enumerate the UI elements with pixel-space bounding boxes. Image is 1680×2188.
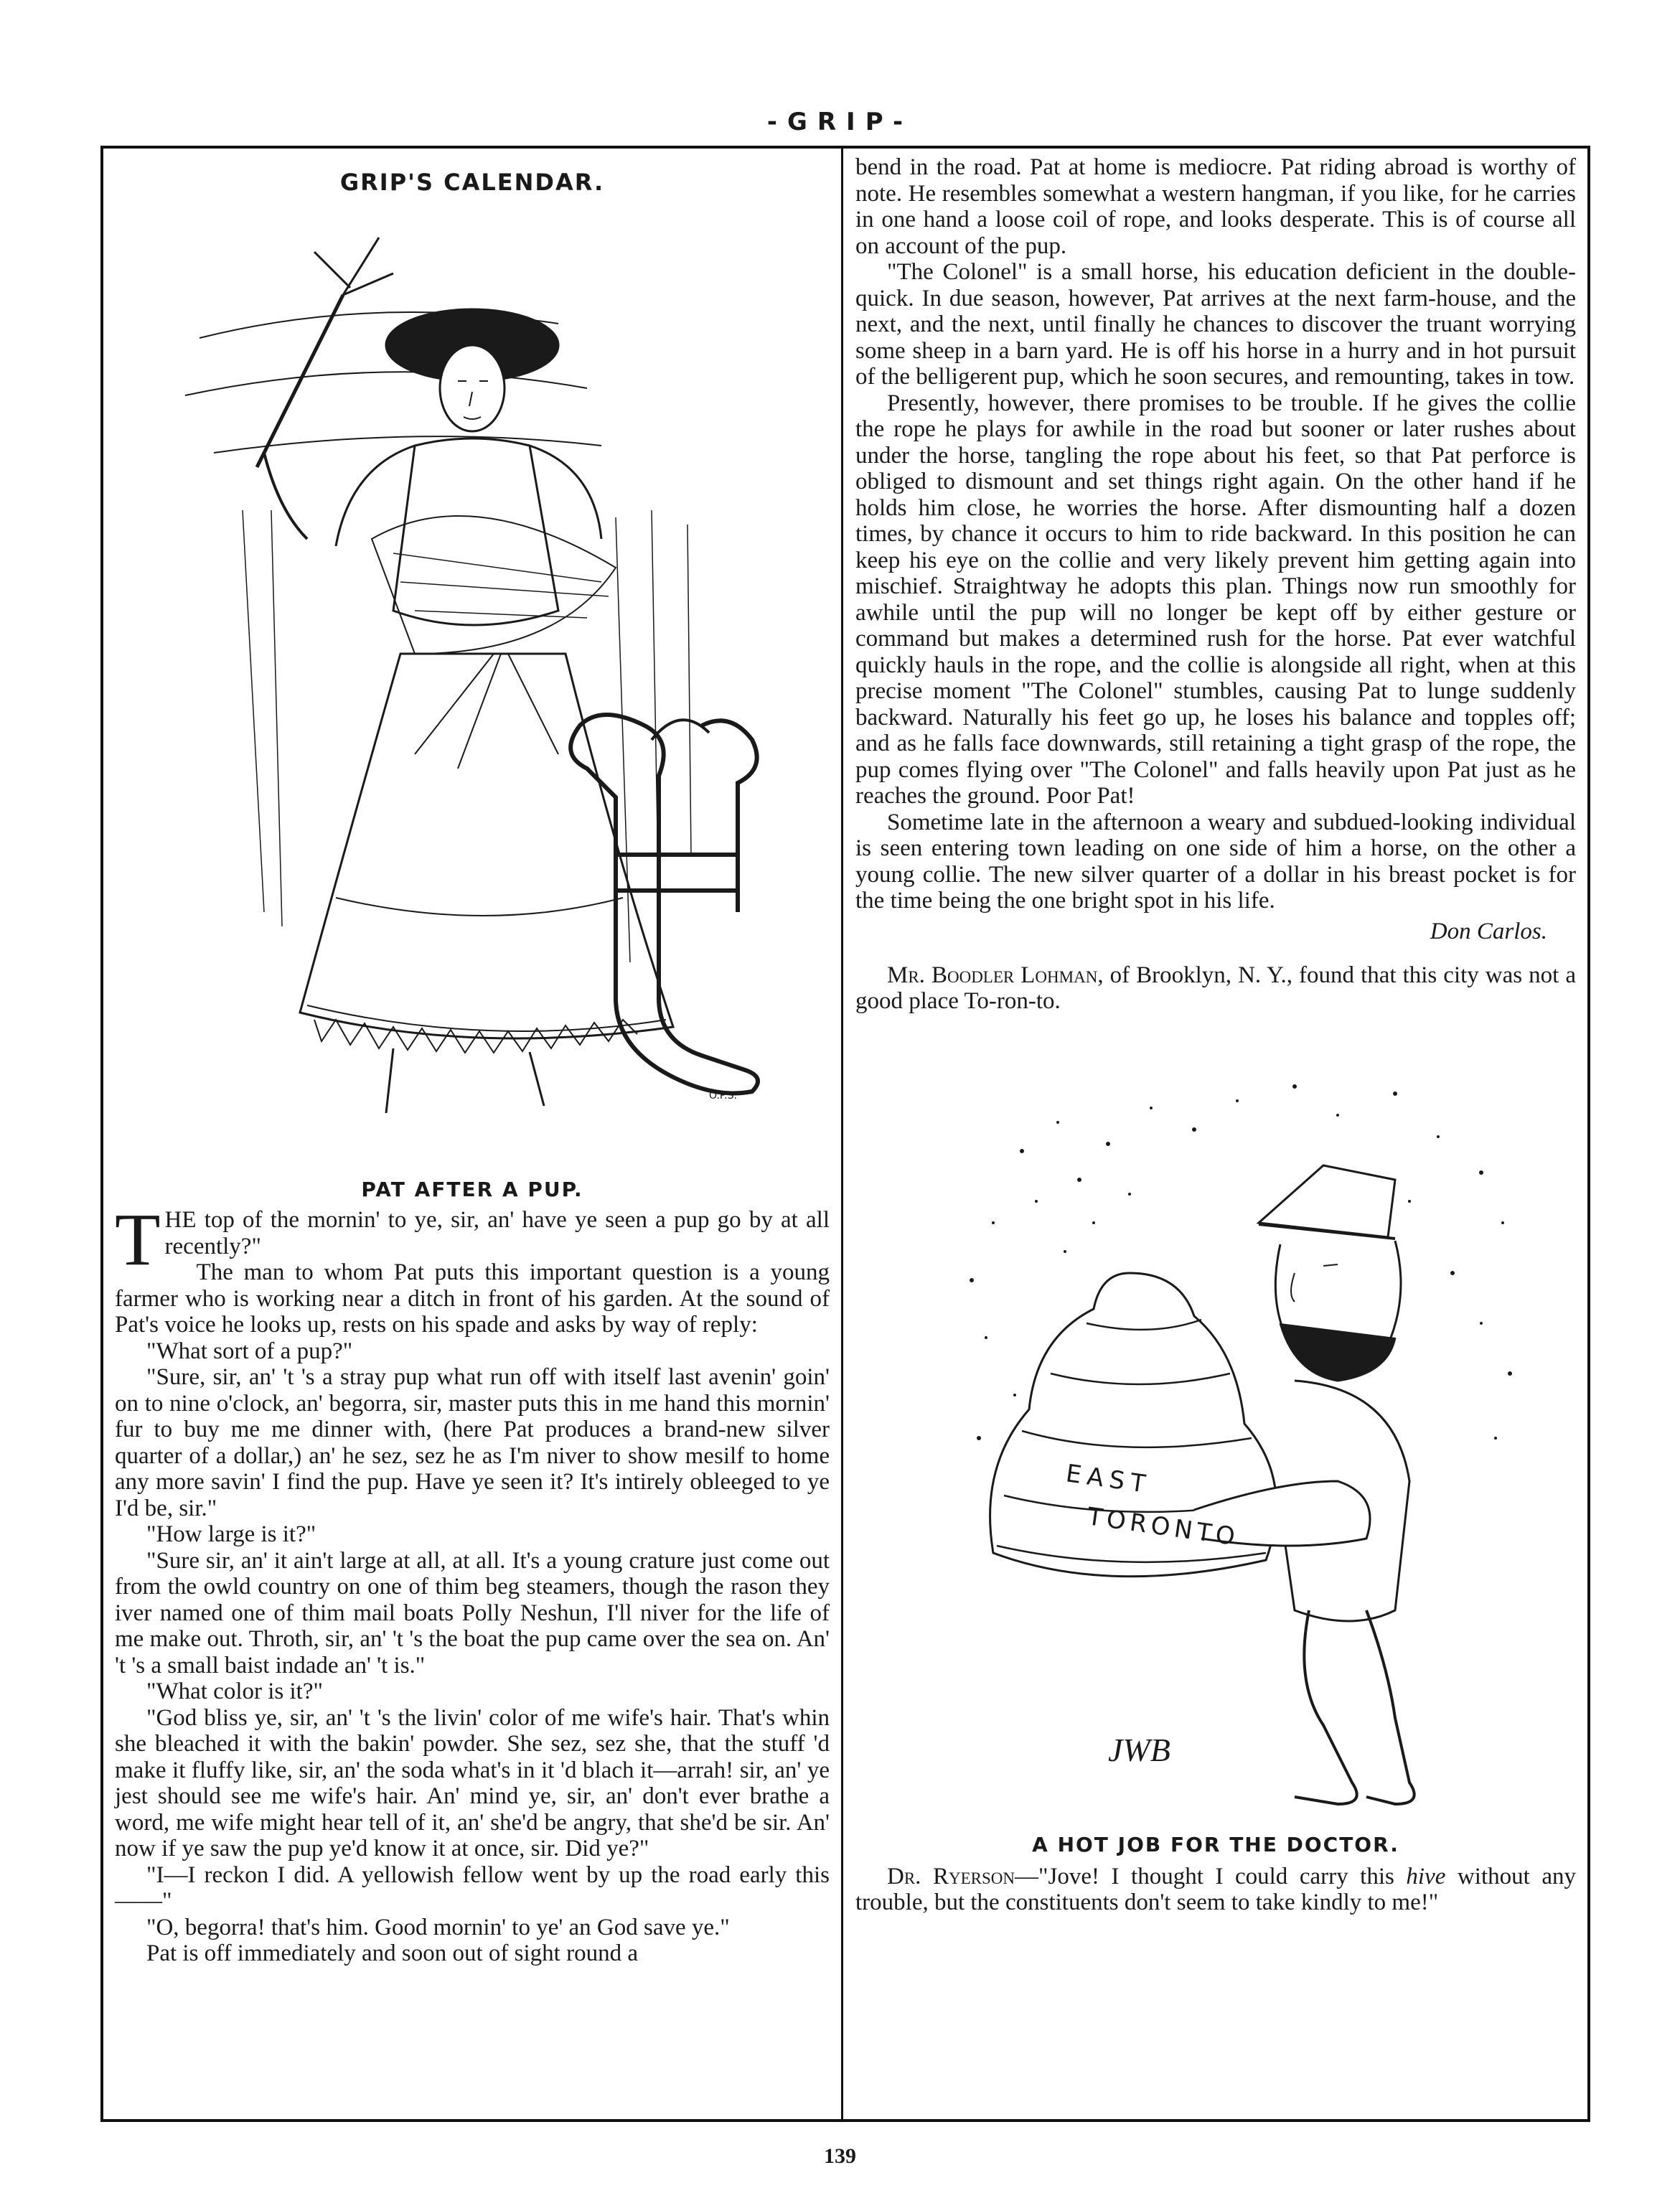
pat-story-continued-paragraph: "The Colonel" is a small horse, his education deficient in the double-quick. In due season, however, Pat arrives at the next farm-house, and the next, and the next, until finally he chances to discover the truant worrying some sheep in a barn yard. He is off his horse in a hurry and in hot pursuit of the belligerent pup, which he soon secures, and remounting, takes in tow. <box>855 259 1576 390</box>
right-column <box>855 154 1576 1916</box>
doctor-cartoon-caption <box>855 1864 1576 1916</box>
pat-story-opening-paragraph <box>115 1198 830 1281</box>
pat-story-title: PAT AFTER A PUP. <box>361 1178 583 1201</box>
masthead: -GRIP- <box>766 108 914 136</box>
page-number: 139 <box>824 2144 856 2168</box>
pat-story-paragraph: "God bliss ye, sir, an' 't 's the livin' color of me wife's hair. That's whin she bleached it with the bakin' powder. She sez, sez she, that the stuff 'd make it fluffy like, sir, an' the soda what's in it 'd blach it—arrah! sir, an' ye jest should see me wife's hair. An' mind ye, sir, an' don't ever brathe a word, me wife might hear tell of it, an' she'd be angry, that she'd be sir. An' now if ye saw the pup ye'd know it at once, sir. Did ye?" <box>115 1704 830 1861</box>
column-divider <box>841 146 843 2122</box>
pat-story-paragraph: "What color is it?" <box>146 1678 323 1704</box>
left-column <box>115 154 830 1967</box>
calendar-title: GRIP'S CALENDAR. <box>339 169 605 196</box>
hive-label-east: EAST <box>1064 1458 1153 1499</box>
calendar-artist-mark: O.P.S. <box>709 1090 737 1102</box>
pat-story-paragraph: "O, begorra! that's him. Good mornin' to ye' an God save ye." <box>146 1914 730 1940</box>
pat-story-paragraph: "Sure sir, an' it ain't large at all, at all. It's a young crature just come out from the owld country on one of thim beg steamers, though the rason they iver named one of thim mail boats Polly Neshun, I'll niver for the life of me make out. Throth, sir, an' 't 's the boat the pup came over the sea on. An' 't 's a small baist indade an' 't is." <box>115 1547 830 1678</box>
pat-story-continued-paragraph: Sometime late in the afternoon a weary and subdued-looking individual is seen entering town leading on one side of him a horse, on the other a young collie. The new silver quarter of a dollar in his breast pocket is for the time being the one bright spot in his life. <box>855 809 1576 914</box>
caption-italic-hive: hive <box>1406 1863 1446 1889</box>
caption-speaker: Dr. Ryerson <box>887 1863 1015 1889</box>
pat-story-continued-paragraph: bend in the road. Pat at home is mediocre. Pat riding abroad is worthy of note. He resembles somewhat a western hangman, if you like, for he carries in one hand a loose coil of rope, and looks desperate. This is of course all on account of the pup. <box>855 154 1576 259</box>
pat-story-paragraph: "Sure, sir, an' 't 's a stray pup what run off with itself last avenin' goin' on to nine o'clock, an' begorra, sir, master puts this in me hand this mornin' fur to buy me me dinner with, (here Pat produces a brand-new silver quarter of a dollar,) an' he sez, sez he as I'm niver to show mesilf to home any more savin' I find the pup. Have ye seen it? It's intirely obleeged to ye I'd be, sir." <box>115 1364 830 1521</box>
caption-text-part1: —"Jove! I thought I could carry this <box>1015 1863 1407 1889</box>
woman-with-wind-swept-grain-illustration-icon <box>156 209 788 1170</box>
doctor-carrying-beehive-cartoon-icon <box>893 1036 1539 1833</box>
pat-story-continued-paragraph: Presently, however, there promises to be trouble. If he gives the collie the rope he plays for awhile in the road but sooner or later rushes about under the horse, tangling the rope about his feet, so that Pat perforce is obliged to dismount and set things right again. On the other hand if he holds him close, he worries the horse. After dismounting half a dozen times, by chance it occurs to him to ride backward. In this position he can keep his eye on the collie and very likely prevent him getting again into mischief. Straightway he adopts this plan. Things now run smoothly for awhile until the pup will no longer be kept off by either gesture or command but makes a determined rush for the horse. Pat ever watchful quickly hauls in the rope, and the collie is alongside all right, when at this precise moment "The Colonel" stumbles, causing Pat to lunge suddenly backward. Naturally his feet go up, he loses his balance and topples off; and as he falls face downwards, still retaining a tight grasp of the rope, the pup comes flying over "The Colonel" and falls heavily upon Pat just as he reaches the ground. Poor Pat! <box>855 390 1576 809</box>
lohman-note-text: , of Brooklyn, N. Y., found that this city was not a good place To-ron-to. <box>855 962 1576 1014</box>
pat-story-paragraph: "I—I reckon I did. A yellowish fellow went by up the road early this——" <box>115 1861 830 1914</box>
pat-story-paragraph: Pat is off immediately and soon out of sight round a <box>146 1940 638 1966</box>
pat-story-paragraph: The man to whom Pat puts this important question is a young farmer who is working near a ditch in front of his garden. At the sound of Pat's voice he looks up, rests on his spade and asks by way of reply: <box>115 1259 830 1338</box>
doctor-cartoon-title: A HOT JOB FOR THE DOCTOR. <box>1032 1832 1399 1856</box>
caption-text-part2: without any trouble, but the constituents don't seem to take kindly to me!" <box>855 1863 1576 1915</box>
lohman-note-name: Mr. Boodler Lohman <box>887 962 1098 988</box>
hive-label-toronto: TORONTO <box>1085 1501 1242 1552</box>
pat-story-signature: Don Carlos. <box>1430 918 1547 944</box>
pat-story-dropcap: T <box>115 1198 161 1281</box>
pat-story-paragraph: "What sort of a pup?" <box>146 1338 353 1364</box>
pat-story-paragraph: "How large is it?" <box>146 1521 316 1547</box>
pat-story-opening-text: HE top of the mornin' to ye, sir, an' have ye seen a pup go by at all recently?" <box>164 1207 830 1259</box>
cartoon-artist-mark: JWB <box>1108 1731 1170 1768</box>
lohman-note <box>855 962 1576 1015</box>
